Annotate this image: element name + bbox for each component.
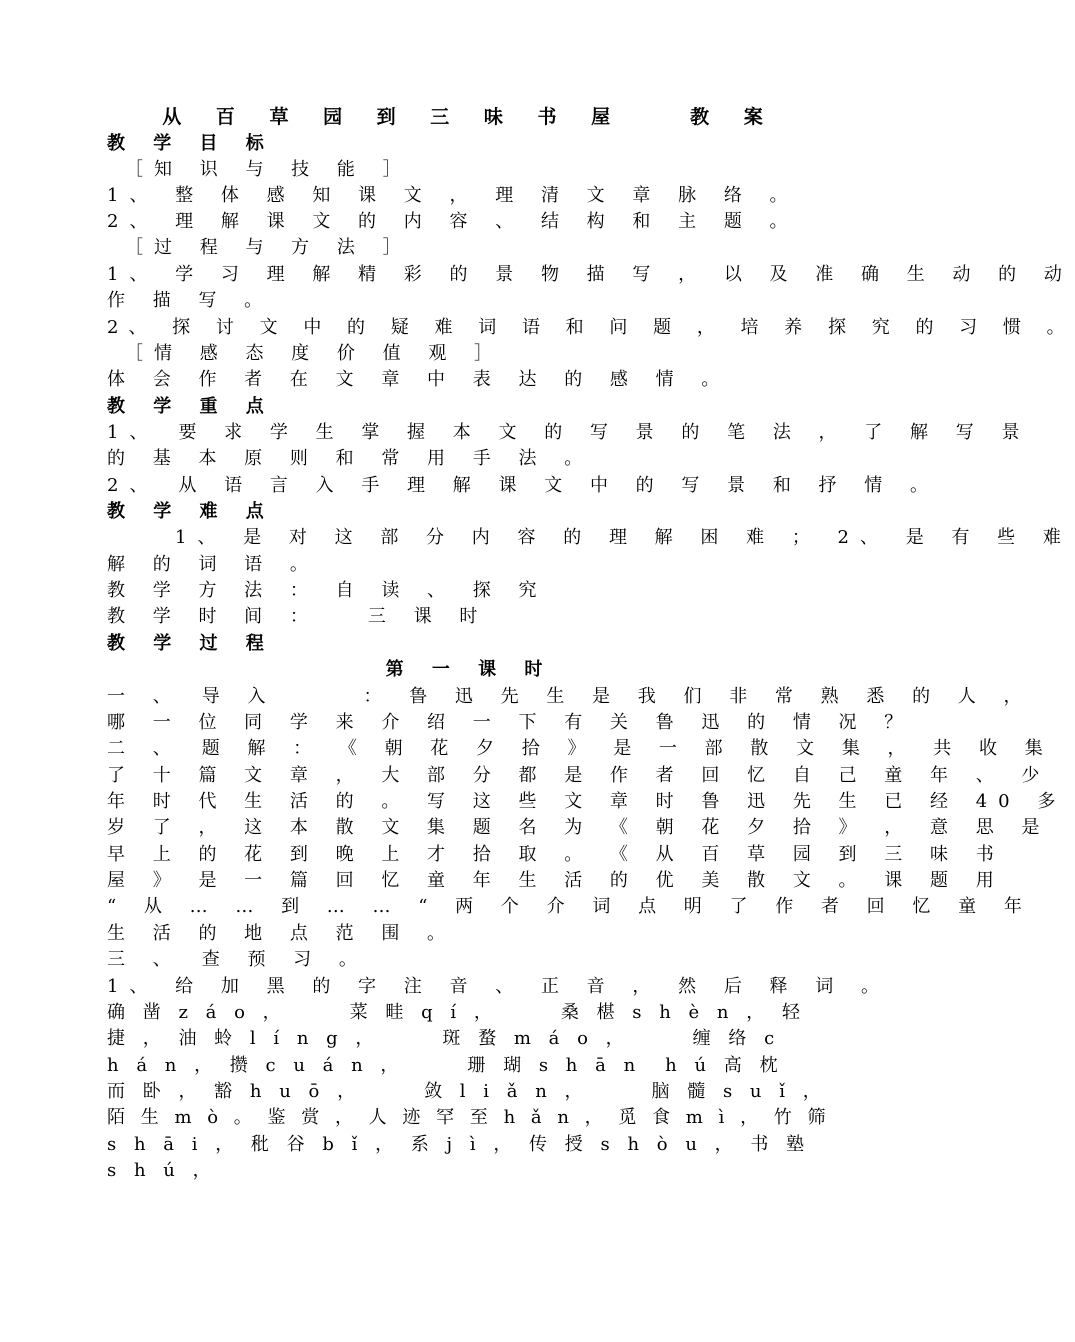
- text-line: 早 上 的 花 到 晚 上 才 拾 取 。 《 从 百 草 园 到 三 味 书: [107, 844, 1005, 865]
- text-line: 而 卧 ， 豁 h u ō ， 敛 l i ǎ n ， 脑 髓 s u ǐ ，: [107, 1081, 827, 1102]
- heading-process: 教 学 过 程: [107, 633, 275, 654]
- teaching-time: 教 学 时 间 ： 三 课 时: [107, 606, 489, 627]
- text-line: 陌 生 m ò 。 鉴 赏 ， 人 迹 罕 至 h ǎ n ， 觅 食 m ì ， 竹 筛: [107, 1107, 831, 1128]
- text-line: 年 时 代 生 活 的 。 写 这 些 文 章 时 鲁 迅 先 生 已 经 40 多: [107, 791, 1067, 812]
- text-line: 哪 一 位 同 学 来 介 绍 一 下 有 关 鲁 迅 的 情 况 ？: [107, 712, 914, 733]
- subheading-process: ［过 程 与 方 法 ］: [125, 237, 412, 258]
- text-line: 1、 给 加 黑 的 字 注 音 、 正 音 ， 然 后 释 词 。: [107, 976, 890, 997]
- text-line: 解 的 词 语 。: [107, 554, 319, 575]
- heading-difficulties: 教 学 难 点: [107, 501, 275, 522]
- text-line: 2、 理 解 课 文 的 内 容 、 结 构 和 主 题 。: [107, 211, 799, 232]
- text-line: 体 会 作 者 在 文 章 中 表 达 的 感 情 。: [107, 369, 731, 390]
- text-line: 2、 探 讨 文 中 的 疑 难 词 语 和 问 题 ， 培 养 探 究 的 习 惯 。: [107, 317, 1075, 338]
- lesson-heading: 第 一 课 时: [385, 659, 554, 680]
- heading-teaching-goals: 教 学 目 标: [107, 133, 275, 154]
- text-line: 岁 了 ， 这 本 散 文 集 题 名 为 《 朝 花 夕 拾 》 ， 意 思 是: [107, 817, 1051, 838]
- text-line: 1、 是 对 这 部 分 内 容 的 理 解 困 难 ； 2、 是 有 些 难: [175, 527, 1072, 548]
- heading-key-points: 教 学 重 点: [107, 396, 275, 417]
- text-line: 作 描 写 。: [107, 290, 274, 311]
- text-line: “ 从 … … 到 … … “ 两 个 介 词 点 明 了 作 者 回 忆 童 年: [107, 896, 1033, 917]
- subheading-emotion: ［情 感 态 度 价 值 观 ］: [125, 343, 504, 364]
- subheading-knowledge: ［知 识 与 技 能 ］: [125, 159, 412, 180]
- text-line: 三 、 查 预 习 。: [107, 949, 368, 970]
- text-line: 2、 从 语 言 入 手 理 解 课 文 中 的 写 景 和 抒 情 。: [107, 475, 939, 496]
- text-line: 1、 整 体 感 知 课 文 ， 理 清 文 章 脉 络 。: [107, 185, 799, 206]
- text-line: 二 、 题 解 ： 《 朝 花 夕 拾 》 是 一 部 散 文 集 ， 共 收 集: [107, 738, 1054, 759]
- text-line: 捷 ， 油 蛉 l í n g ， 斑 蝥 m á o ， 缠 络 c: [107, 1028, 781, 1049]
- text-line: 的 基 本 原 则 和 常 用 手 法 。: [107, 448, 594, 469]
- text-line: h á n ， 攒 c u á n ， 珊 瑚 s h ā n h ú 高 枕: [107, 1055, 784, 1076]
- text-line: 1、 学 习 理 解 精 彩 的 景 物 描 写 ， 以 及 准 确 生 动 的 动: [107, 264, 1073, 285]
- text-line: 1、 要 求 学 生 掌 握 本 文 的 写 景 的 笔 法 ， 了 解 写 景: [107, 422, 1031, 443]
- text-line: 确 凿 z á o ， 菜 畦 q í ， 桑 椹 s h è n ， 轻: [107, 1002, 806, 1023]
- teaching-method: 教 学 方 法 ： 自 读 、 探 究: [107, 580, 548, 601]
- text-line: 了 十 篇 文 章 ， 大 部 分 都 是 作 者 回 忆 自 己 童 年 、 少: [107, 765, 1051, 786]
- text-line: 生 活 的 地 点 范 围 。: [107, 923, 457, 944]
- text-line: s h ā i ， 秕 谷 b ǐ ， 系 j ì ， 传 授 s h ò u ， 书 塾: [107, 1134, 811, 1155]
- text-line: 屋 》 是 一 篇 回 忆 童 年 生 活 的 优 美 散 文 。 课 题 用: [107, 870, 1005, 891]
- text-line: 一 、 导 入 ： 鲁 迅 先 生 是 我 们 非 常 熟 悉 的 人 ，: [107, 686, 1033, 707]
- document-title: 从 百 草 园 到 三 味 书 屋 教 案: [162, 106, 777, 128]
- text-line: s h ú ，: [107, 1160, 217, 1181]
